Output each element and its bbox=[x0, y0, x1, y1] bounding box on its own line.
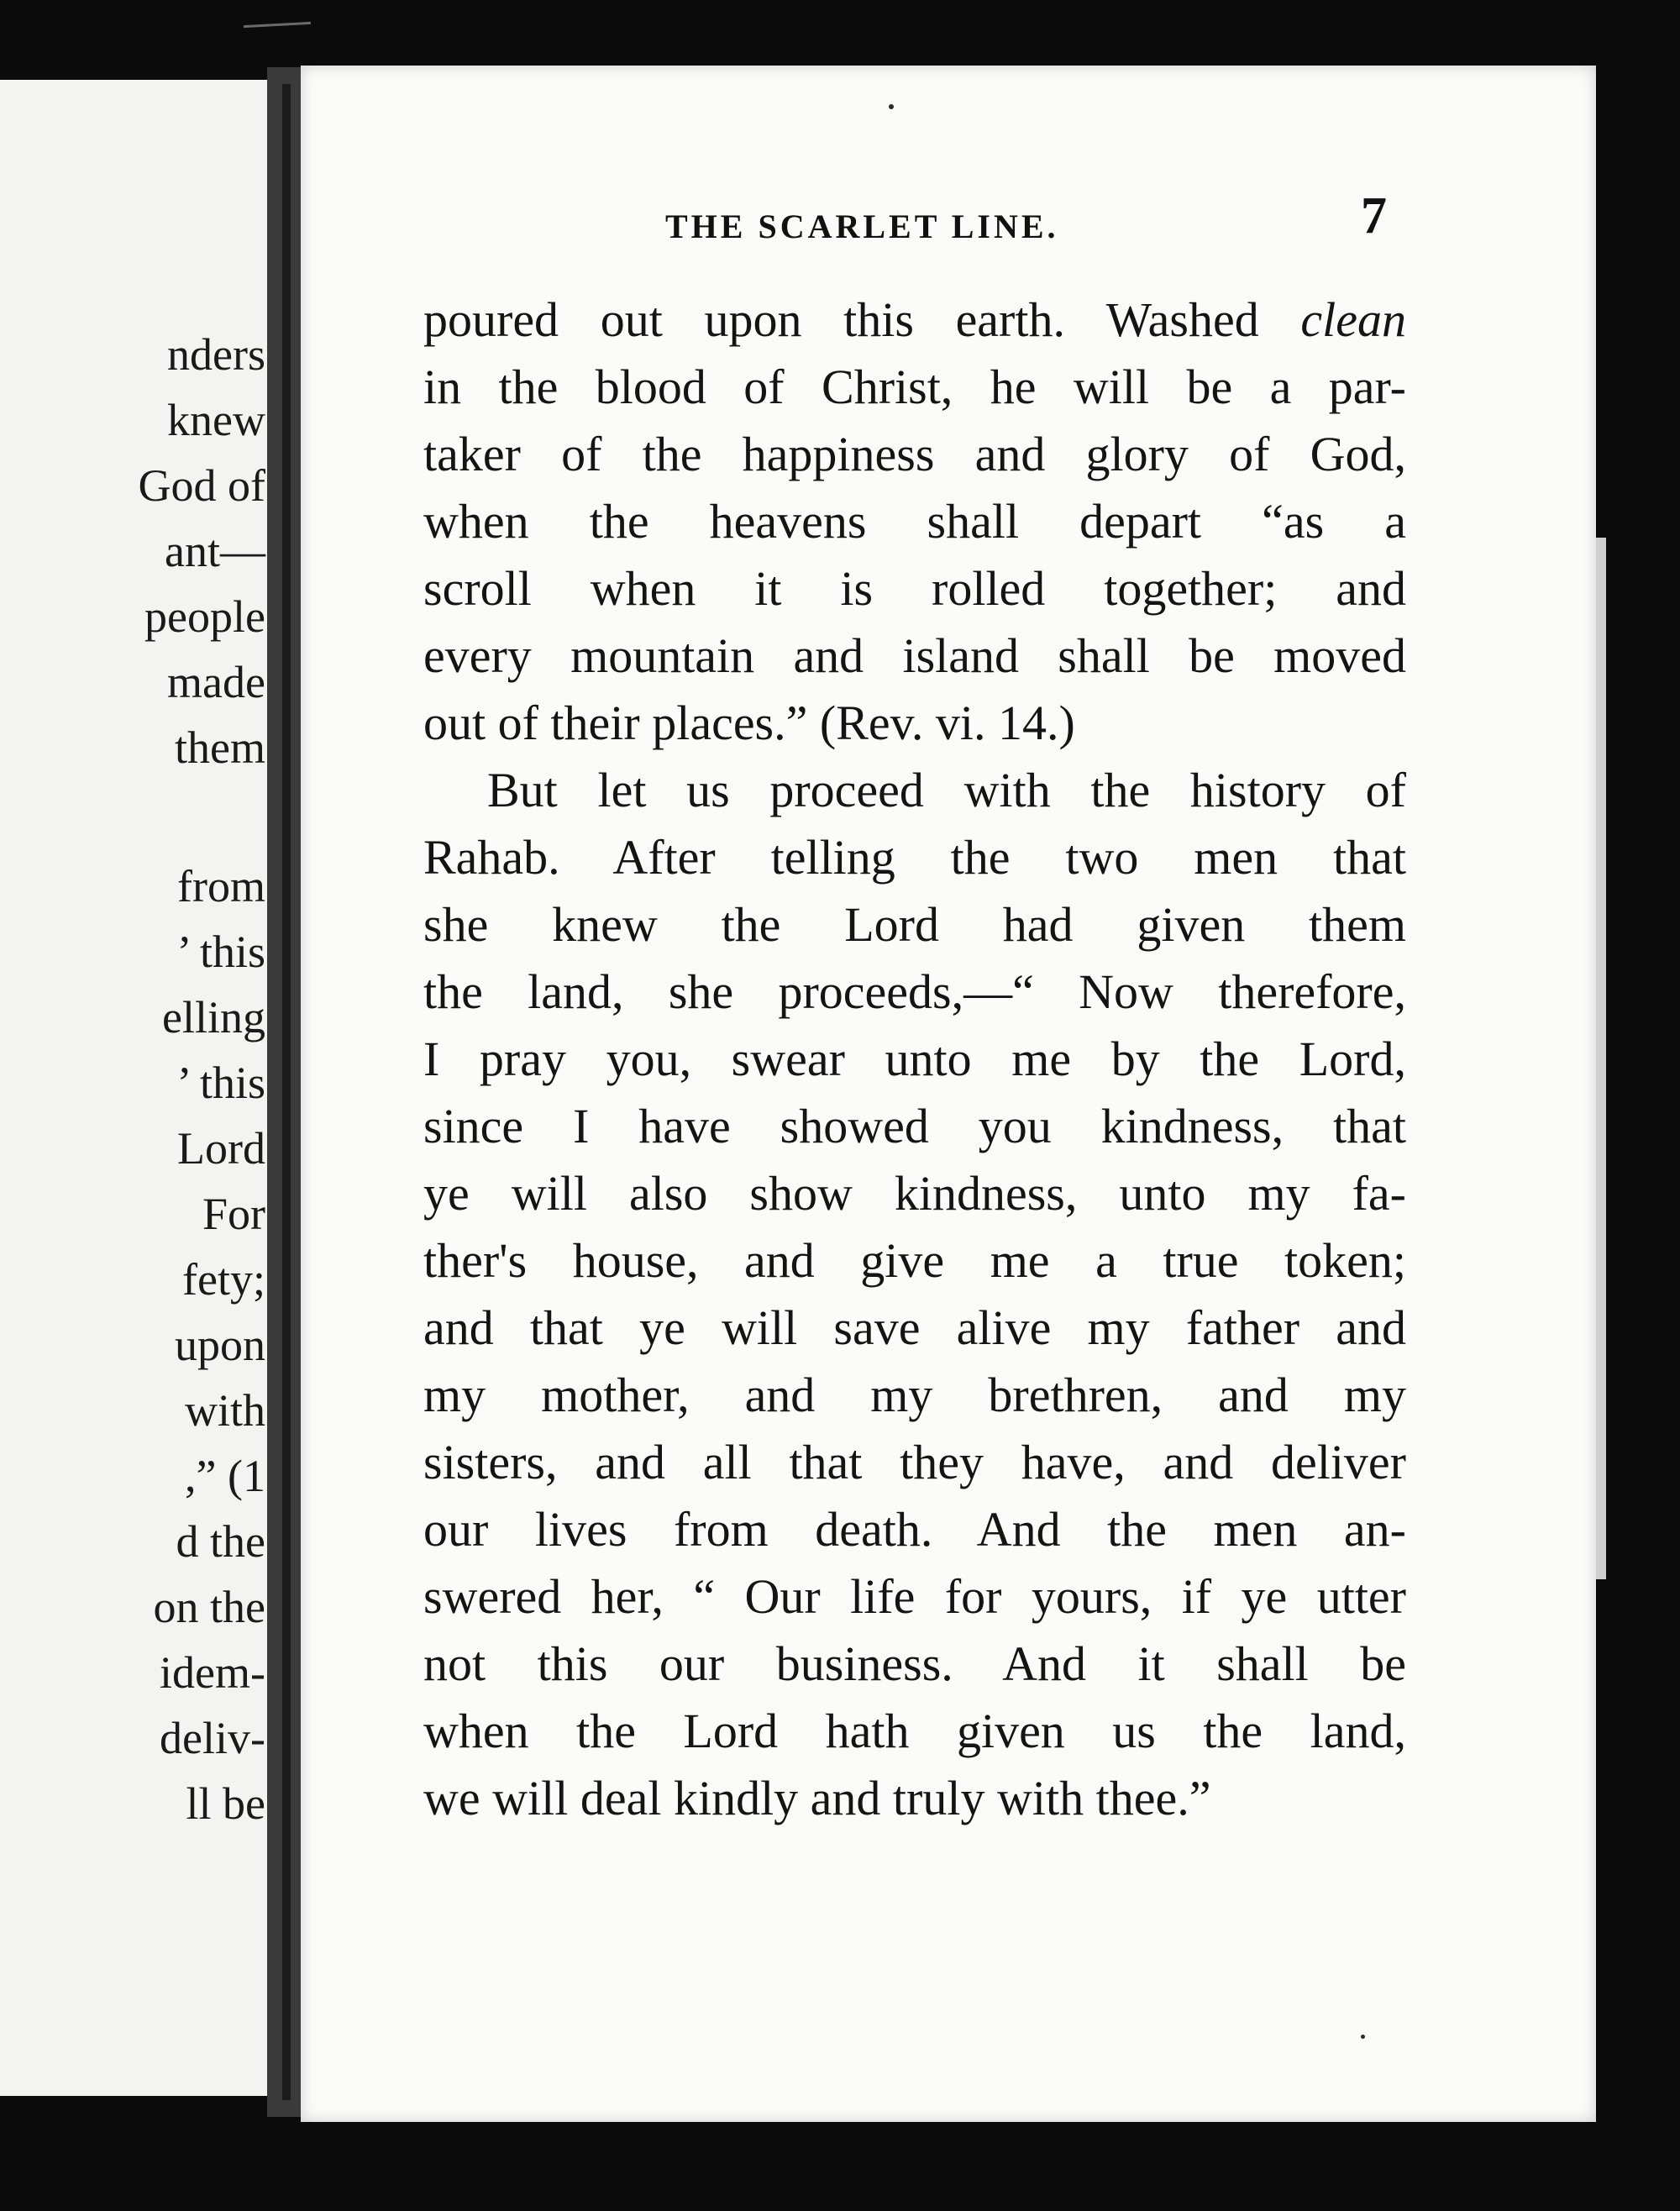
previous-page-line: ’ this bbox=[176, 927, 265, 977]
previous-page-line: on the bbox=[153, 1582, 265, 1632]
previous-page-line: nders bbox=[167, 329, 265, 380]
previous-page-line: ll be bbox=[186, 1778, 265, 1829]
text-line: and that ye will save alive my father and bbox=[423, 1300, 1406, 1355]
text-line: when the heavens shall depart “as a bbox=[423, 494, 1406, 549]
text-line: in the blood of Christ, he will be a par- bbox=[423, 360, 1406, 414]
text-line: she knew the Lord had given them bbox=[423, 897, 1406, 952]
text-line: the land, she proceeds,—“ Now therefore, bbox=[423, 964, 1406, 1019]
previous-page-line: For bbox=[202, 1189, 265, 1239]
previous-page-line: ,” (1 bbox=[185, 1451, 265, 1501]
previous-page-line: deliv- bbox=[160, 1713, 265, 1763]
ink-speck bbox=[889, 104, 894, 109]
previous-page-line: ’ this bbox=[176, 1058, 265, 1108]
text-line: not this our business. And it shall be bbox=[423, 1636, 1406, 1691]
previous-page-line: Lord bbox=[177, 1123, 265, 1174]
running-title: THE SCARLET LINE. bbox=[665, 207, 1059, 245]
text-line: ye will also show kindness, unto my fa- bbox=[423, 1166, 1406, 1221]
previous-page-line: ant— bbox=[165, 526, 265, 576]
text-line: But let us proceed with the history of bbox=[487, 763, 1406, 817]
ink-speck bbox=[1361, 2035, 1365, 2039]
text-line: out of their places.” (Rev. vi. 14.) bbox=[423, 696, 1075, 750]
text-line: ther's house, and give me a true token; bbox=[423, 1233, 1406, 1288]
previous-page bbox=[0, 80, 267, 2096]
text-line: sisters, and all that they have, and deliver bbox=[423, 1435, 1406, 1489]
text-line: scroll when it is rolled together; and bbox=[423, 561, 1406, 616]
emphasized-word: clean bbox=[1300, 292, 1406, 347]
text-line: I pray you, swear unto me by the Lord, bbox=[423, 1032, 1406, 1086]
text-line: Rahab. After telling the two men that bbox=[423, 830, 1406, 885]
book-gutter-shadow bbox=[282, 84, 291, 2100]
text-line: we will deal kindly and truly with thee.” bbox=[423, 1771, 1211, 1825]
page-edge-shadow bbox=[1596, 538, 1606, 1579]
previous-page-line: idem- bbox=[160, 1647, 265, 1698]
text-line: our lives from death. And the men an- bbox=[423, 1502, 1406, 1557]
page-number: 7 bbox=[1361, 187, 1387, 244]
previous-page-line: made bbox=[167, 657, 265, 707]
previous-page-line: from bbox=[177, 861, 265, 911]
text-line: taker of the happiness and glory of God, bbox=[423, 427, 1406, 481]
previous-page-line: d the bbox=[176, 1516, 265, 1567]
previous-page-line: upon bbox=[175, 1320, 265, 1370]
previous-page-line: people bbox=[144, 591, 265, 642]
text-line: my mother, and my brethren, and my bbox=[423, 1368, 1406, 1422]
text-line: when the Lord hath given us the land, bbox=[423, 1704, 1406, 1758]
previous-page-line: fety; bbox=[182, 1254, 265, 1305]
scan-scratch bbox=[244, 22, 311, 28]
text-line: poured out upon this earth. Washed clean bbox=[423, 292, 1406, 347]
previous-page-line: God of bbox=[138, 460, 265, 511]
text-line: every mountain and island shall be moved bbox=[423, 628, 1406, 683]
previous-page-line: knew bbox=[167, 395, 265, 445]
previous-page-line: elling bbox=[162, 992, 265, 1042]
text-line: swered her, “ Our life for yours, if ye utter bbox=[423, 1569, 1406, 1624]
previous-page-line: them bbox=[175, 722, 265, 773]
text-line: since I have showed you kindness, that bbox=[423, 1099, 1406, 1153]
previous-page-line: with bbox=[184, 1385, 265, 1436]
